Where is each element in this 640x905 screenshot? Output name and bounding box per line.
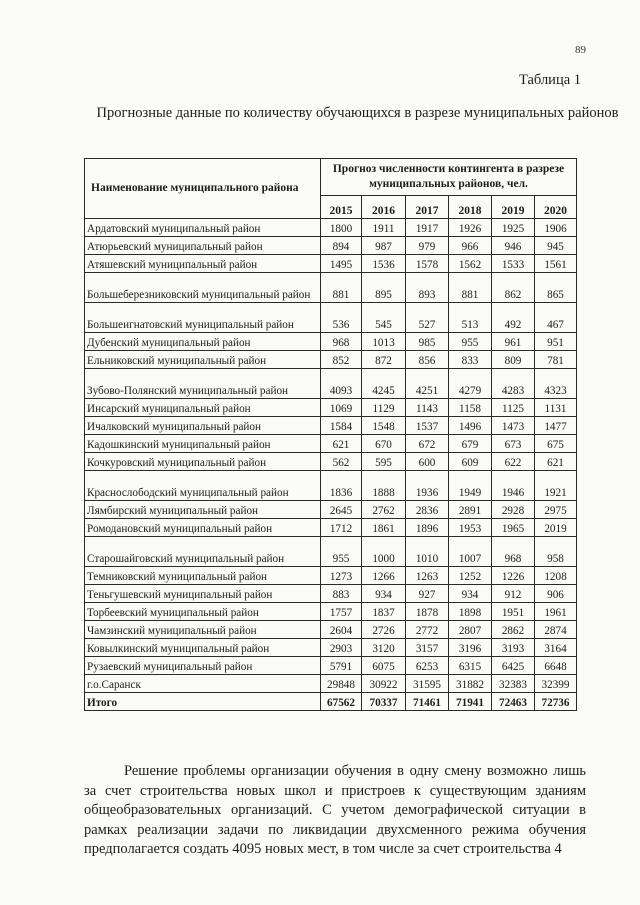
table-row xyxy=(85,519,577,537)
district-name: Чамзинский муниципальный район xyxy=(85,621,321,639)
value-cell: 833 xyxy=(449,351,492,369)
table-row xyxy=(85,417,577,435)
value-cell: 4251 xyxy=(406,369,449,399)
value-cell: 545 xyxy=(362,303,406,333)
district-name: Большеигнатовский муниципальный район xyxy=(85,303,321,333)
table-row xyxy=(85,303,577,333)
value-cell: 4323 xyxy=(535,369,577,399)
year-header: 2019 xyxy=(492,196,535,219)
table-row xyxy=(85,621,577,639)
district-name: Кадошкинский муниципальный район xyxy=(85,435,321,453)
value-cell: 1125 xyxy=(492,399,535,417)
value-cell: 1878 xyxy=(406,603,449,621)
value-cell: 2975 xyxy=(535,501,577,519)
year-header: 2016 xyxy=(362,196,406,219)
table-row xyxy=(85,501,577,519)
table-row xyxy=(85,219,577,237)
value-cell: 670 xyxy=(362,435,406,453)
value-cell: 881 xyxy=(321,273,362,303)
value-cell: 513 xyxy=(449,303,492,333)
value-cell: 4093 xyxy=(321,369,362,399)
year-header: 2018 xyxy=(449,196,492,219)
value-cell: 600 xyxy=(406,453,449,471)
value-cell: 987 xyxy=(362,237,406,255)
value-cell: 1911 xyxy=(362,219,406,237)
value-cell: 1898 xyxy=(449,603,492,621)
value-cell: 6425 xyxy=(492,657,535,675)
district-name: Торбеевский муниципальный район xyxy=(85,603,321,621)
total-row xyxy=(85,693,577,711)
value-cell: 595 xyxy=(362,453,406,471)
value-cell: 1800 xyxy=(321,219,362,237)
value-cell: 2019 xyxy=(535,519,577,537)
table-row xyxy=(85,585,577,603)
table-row xyxy=(85,399,577,417)
value-cell: 979 xyxy=(406,237,449,255)
value-cell: 893 xyxy=(406,273,449,303)
value-cell: 1208 xyxy=(535,567,577,585)
total-value-cell: 70337 xyxy=(362,693,406,711)
table-row xyxy=(85,657,577,675)
value-cell: 883 xyxy=(321,585,362,603)
value-cell: 1936 xyxy=(406,471,449,501)
table-row xyxy=(85,435,577,453)
value-cell: 2903 xyxy=(321,639,362,657)
value-cell: 3157 xyxy=(406,639,449,657)
value-cell: 945 xyxy=(535,237,577,255)
value-cell: 1837 xyxy=(362,603,406,621)
value-cell: 912 xyxy=(492,585,535,603)
value-cell: 2836 xyxy=(406,501,449,519)
table-row xyxy=(85,273,577,303)
value-cell: 621 xyxy=(321,435,362,453)
value-cell: 1226 xyxy=(492,567,535,585)
district-name: Темниковский муниципальный район xyxy=(85,567,321,585)
value-cell: 1477 xyxy=(535,417,577,435)
value-cell: 3193 xyxy=(492,639,535,657)
value-cell: 966 xyxy=(449,237,492,255)
value-cell: 1925 xyxy=(492,219,535,237)
value-cell: 1533 xyxy=(492,255,535,273)
value-cell: 1273 xyxy=(321,567,362,585)
value-cell: 673 xyxy=(492,435,535,453)
value-cell: 852 xyxy=(321,351,362,369)
value-cell: 4279 xyxy=(449,369,492,399)
value-cell: 1712 xyxy=(321,519,362,537)
value-cell: 1473 xyxy=(492,417,535,435)
district-name: Атяшевский муниципальный район xyxy=(85,255,321,273)
value-cell: 31595 xyxy=(406,675,449,693)
year-header: 2017 xyxy=(406,196,449,219)
value-cell: 2604 xyxy=(321,621,362,639)
district-name: Зубово-Полянский муниципальный район xyxy=(85,369,321,399)
value-cell: 946 xyxy=(492,237,535,255)
district-name: Ельниковский муниципальный район xyxy=(85,351,321,369)
value-cell: 6253 xyxy=(406,657,449,675)
value-cell: 955 xyxy=(449,333,492,351)
value-cell: 31882 xyxy=(449,675,492,693)
table-row xyxy=(85,471,577,501)
value-cell: 1496 xyxy=(449,417,492,435)
total-value-cell: 72736 xyxy=(535,693,577,711)
district-name: Ардатовский муниципальный район xyxy=(85,219,321,237)
district-name: Атюрьевский муниципальный район xyxy=(85,237,321,255)
value-cell: 29848 xyxy=(321,675,362,693)
value-cell: 2726 xyxy=(362,621,406,639)
value-cell: 32399 xyxy=(535,675,577,693)
district-name: Ичалковский муниципальный район xyxy=(85,417,321,435)
value-cell: 955 xyxy=(321,537,362,567)
value-cell: 958 xyxy=(535,537,577,567)
table-row xyxy=(85,255,577,273)
value-cell: 527 xyxy=(406,303,449,333)
value-cell: 6075 xyxy=(362,657,406,675)
value-cell: 1263 xyxy=(406,567,449,585)
value-cell: 1561 xyxy=(535,255,577,273)
district-name: г.о.Саранск xyxy=(85,675,321,693)
table-row xyxy=(85,453,577,471)
value-cell: 1757 xyxy=(321,603,362,621)
table-row xyxy=(85,639,577,657)
value-cell: 1896 xyxy=(406,519,449,537)
district-name: Ромодановский муниципальный район xyxy=(85,519,321,537)
total-label: Итого xyxy=(85,693,321,711)
value-cell: 672 xyxy=(406,435,449,453)
value-cell: 1158 xyxy=(449,399,492,417)
value-cell: 4283 xyxy=(492,369,535,399)
value-cell: 1949 xyxy=(449,471,492,501)
table-row xyxy=(85,333,577,351)
value-cell: 1143 xyxy=(406,399,449,417)
value-cell: 622 xyxy=(492,453,535,471)
value-cell: 1578 xyxy=(406,255,449,273)
value-cell: 934 xyxy=(362,585,406,603)
value-cell: 2928 xyxy=(492,501,535,519)
value-cell: 1951 xyxy=(492,603,535,621)
value-cell: 1836 xyxy=(321,471,362,501)
value-cell: 1069 xyxy=(321,399,362,417)
value-cell: 30922 xyxy=(362,675,406,693)
table-label: Таблица 1 xyxy=(519,72,582,88)
value-cell: 1129 xyxy=(362,399,406,417)
value-cell: 3196 xyxy=(449,639,492,657)
value-cell: 985 xyxy=(406,333,449,351)
value-cell: 1131 xyxy=(535,399,577,417)
value-cell: 1926 xyxy=(449,219,492,237)
value-cell: 872 xyxy=(362,351,406,369)
value-cell: 3120 xyxy=(362,639,406,657)
district-name: Краснослободский муниципальный район xyxy=(85,471,321,501)
value-cell: 467 xyxy=(535,303,577,333)
value-cell: 927 xyxy=(406,585,449,603)
year-header: 2015 xyxy=(321,196,362,219)
value-cell: 1013 xyxy=(362,333,406,351)
value-cell: 1536 xyxy=(362,255,406,273)
value-cell: 2862 xyxy=(492,621,535,639)
total-value-cell: 67562 xyxy=(321,693,362,711)
district-name: Дубенский муниципальный район xyxy=(85,333,321,351)
value-cell: 6648 xyxy=(535,657,577,675)
value-cell: 2891 xyxy=(449,501,492,519)
district-column-header: Наименование муниципального района xyxy=(85,159,321,219)
value-cell: 1961 xyxy=(535,603,577,621)
value-cell: 865 xyxy=(535,273,577,303)
value-cell: 2645 xyxy=(321,501,362,519)
value-cell: 536 xyxy=(321,303,362,333)
value-cell: 1917 xyxy=(406,219,449,237)
total-value-cell: 72463 xyxy=(492,693,535,711)
total-value-cell: 71941 xyxy=(449,693,492,711)
value-cell: 961 xyxy=(492,333,535,351)
value-cell: 609 xyxy=(449,453,492,471)
district-name: Рузаевский муниципальный район xyxy=(85,657,321,675)
district-name: Большеберезниковский муниципальный район xyxy=(85,273,321,303)
value-cell: 1000 xyxy=(362,537,406,567)
value-cell: 492 xyxy=(492,303,535,333)
district-name: Старошайговский муниципальный район xyxy=(85,537,321,567)
district-name: Теньгушевский муниципальный район xyxy=(85,585,321,603)
value-cell: 1906 xyxy=(535,219,577,237)
value-cell: 1010 xyxy=(406,537,449,567)
value-cell: 32383 xyxy=(492,675,535,693)
value-cell: 1548 xyxy=(362,417,406,435)
table-caption: Прогнозные данные по количеству обучающихся в разрезе муниципальных районов xyxy=(96,105,619,121)
table-row xyxy=(85,675,577,693)
value-cell: 2762 xyxy=(362,501,406,519)
value-cell: 1953 xyxy=(449,519,492,537)
value-cell: 862 xyxy=(492,273,535,303)
value-cell: 906 xyxy=(535,585,577,603)
forecast-table xyxy=(84,158,577,711)
value-cell: 1965 xyxy=(492,519,535,537)
value-cell: 675 xyxy=(535,435,577,453)
value-cell: 781 xyxy=(535,351,577,369)
value-cell: 562 xyxy=(321,453,362,471)
value-cell: 1562 xyxy=(449,255,492,273)
value-cell: 1921 xyxy=(535,471,577,501)
table-row xyxy=(85,537,577,567)
value-cell: 968 xyxy=(492,537,535,567)
table-row xyxy=(85,369,577,399)
table-row xyxy=(85,237,577,255)
table-row xyxy=(85,567,577,585)
value-cell: 5791 xyxy=(321,657,362,675)
value-cell: 895 xyxy=(362,273,406,303)
value-cell: 621 xyxy=(535,453,577,471)
value-cell: 1584 xyxy=(321,417,362,435)
district-name: Кочкуровский муниципальный район xyxy=(85,453,321,471)
value-cell: 4245 xyxy=(362,369,406,399)
body-paragraph xyxy=(84,762,586,860)
value-cell: 1007 xyxy=(449,537,492,567)
year-header: 2020 xyxy=(535,196,577,219)
value-cell: 1537 xyxy=(406,417,449,435)
page-number: 89 xyxy=(575,44,586,56)
value-cell: 951 xyxy=(535,333,577,351)
value-cell: 856 xyxy=(406,351,449,369)
value-cell: 881 xyxy=(449,273,492,303)
value-cell: 1861 xyxy=(362,519,406,537)
table-row xyxy=(85,603,577,621)
value-cell: 1266 xyxy=(362,567,406,585)
district-name: Лямбирский муниципальный район xyxy=(85,501,321,519)
value-cell: 809 xyxy=(492,351,535,369)
body-text: Решение проблемы организации обучения в одну смену возможно лишь за счет строительства новых школ и пристроев к существующим зданиям общеобразовательных организаций. С учетом демографической ситуации в рамках реализации задачи по ликвидации двухсменного режима обучения предполагается создать 4095 новых мест, в том числе за счет строительства 4 xyxy=(84,763,586,857)
value-cell: 3164 xyxy=(535,639,577,657)
value-cell: 894 xyxy=(321,237,362,255)
district-name: Ковылкинский муниципальный район xyxy=(85,639,321,657)
value-cell: 934 xyxy=(449,585,492,603)
forecast-column-header: Прогноз численности контингента в разрезе муниципальных районов, чел. xyxy=(321,159,577,196)
value-cell: 2807 xyxy=(449,621,492,639)
value-cell: 6315 xyxy=(449,657,492,675)
value-cell: 968 xyxy=(321,333,362,351)
value-cell: 1946 xyxy=(492,471,535,501)
value-cell: 1252 xyxy=(449,567,492,585)
total-value-cell: 71461 xyxy=(406,693,449,711)
value-cell: 2772 xyxy=(406,621,449,639)
value-cell: 1888 xyxy=(362,471,406,501)
table-row xyxy=(85,351,577,369)
value-cell: 679 xyxy=(449,435,492,453)
district-name: Инсарский муниципальный район xyxy=(85,399,321,417)
value-cell: 1495 xyxy=(321,255,362,273)
value-cell: 2874 xyxy=(535,621,577,639)
